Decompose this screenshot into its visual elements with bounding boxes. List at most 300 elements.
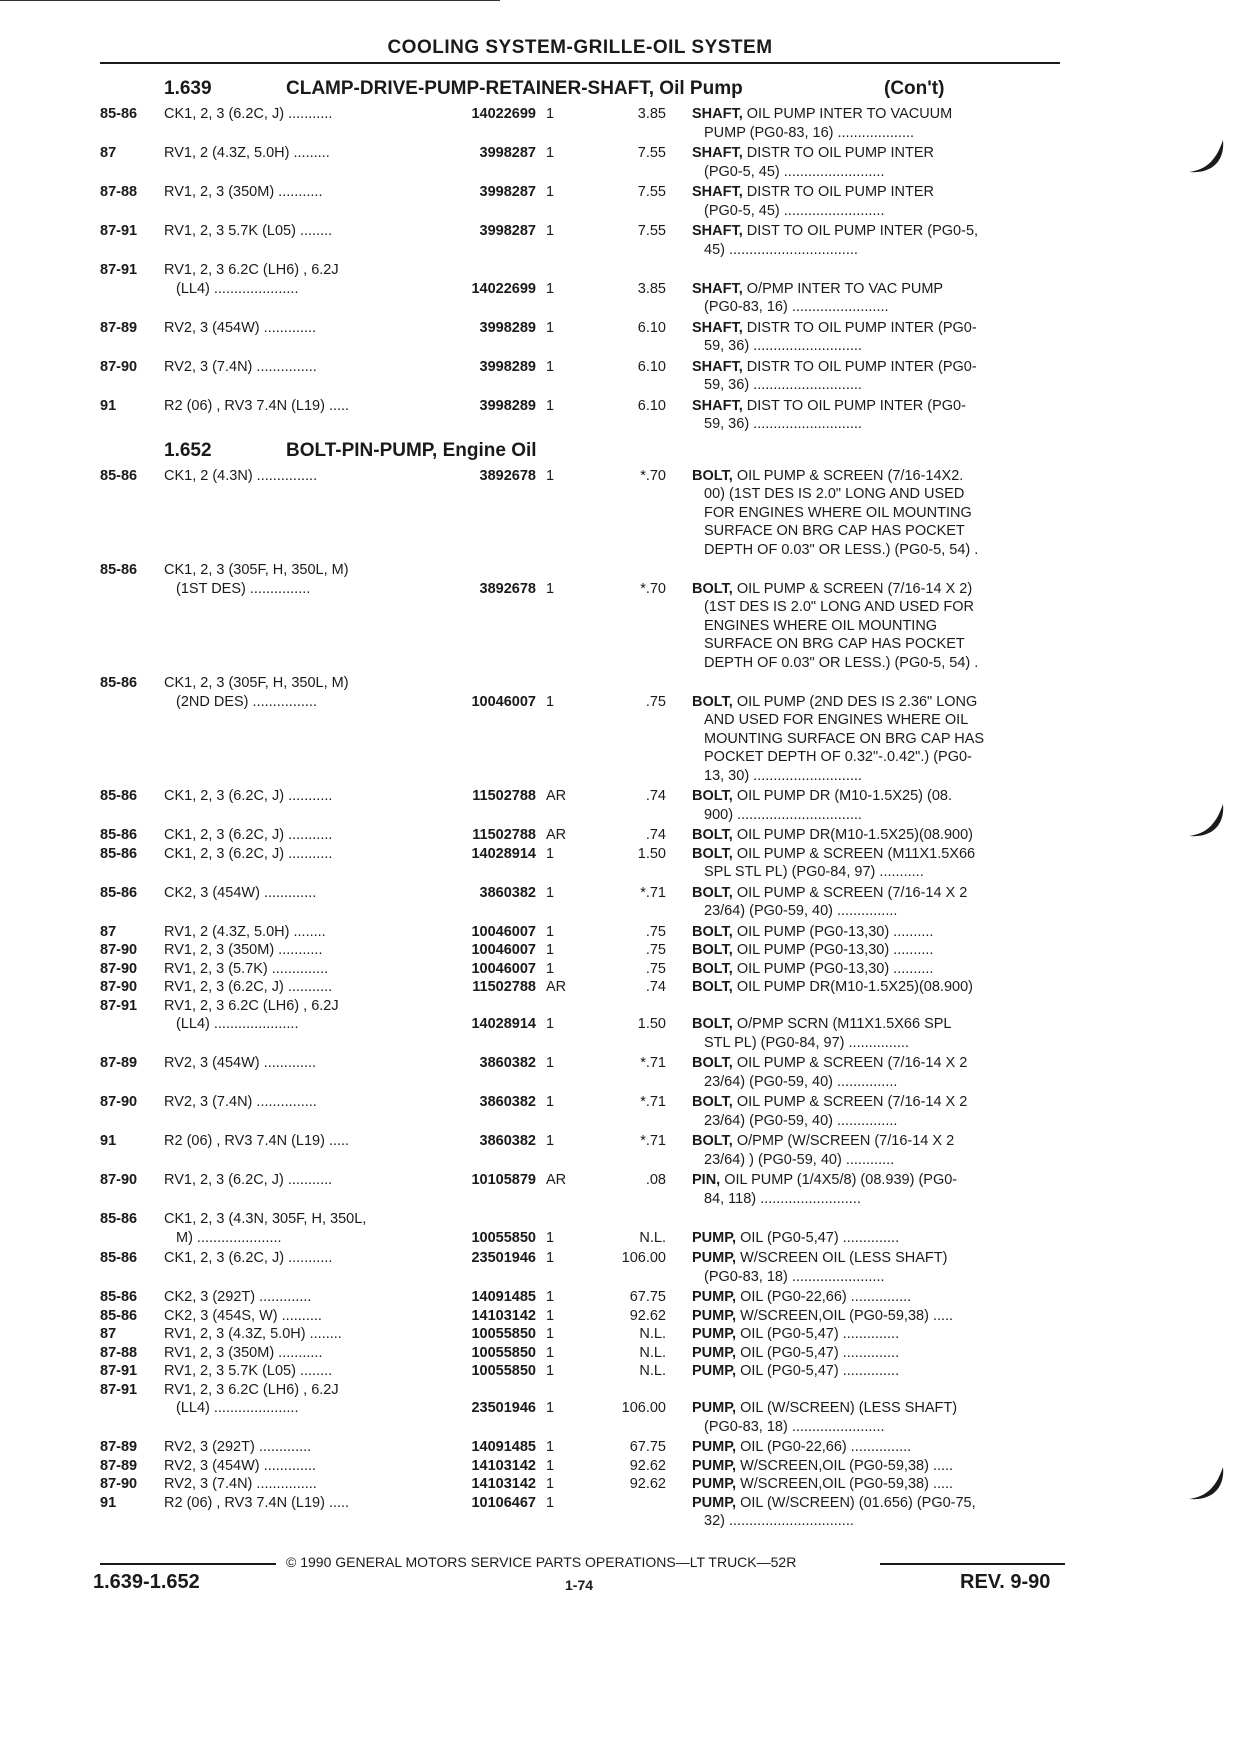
application-line: RV2, 3 (454W) ............. <box>164 1457 317 1474</box>
quantity: 1 <box>546 923 555 940</box>
binder-hole-mark-middle <box>1185 800 1229 844</box>
description <box>692 1457 1060 1476</box>
description-line: STL PL) (PG0-84, 97) ............... <box>704 1034 909 1051</box>
description-text: O/PMP (W/SCREEN (7/16-14 X 2 <box>736 1133 955 1149</box>
description-line <box>692 1171 1060 1190</box>
description-text: OIL PUMP & SCREEN (7/16-14 X 2 <box>736 1055 968 1071</box>
parts-row <box>100 222 1060 259</box>
application-line: RV2, 3 (454W) ............. <box>164 1055 317 1071</box>
part-number: 14028914 <box>471 1016 536 1032</box>
description-line: (1ST DES IS 2.0" LONG AND USED FOR <box>704 599 974 615</box>
description-line <box>692 1093 1060 1112</box>
description-line <box>692 1494 1060 1513</box>
part-number: 3998287 <box>479 184 536 200</box>
description <box>692 280 1060 317</box>
part-number: 14091485 <box>471 1289 536 1305</box>
price: 7.55 <box>637 184 666 200</box>
part-number: 3998287 <box>479 145 536 161</box>
price: 92.62 <box>629 1457 666 1474</box>
description <box>692 144 1060 181</box>
description-noun: SHAFT, <box>692 358 743 375</box>
model-year: 87-90 <box>100 1172 138 1188</box>
part-number: 14091485 <box>471 1439 536 1455</box>
part-number: 10106467 <box>471 1494 536 1511</box>
model-year: 85-86 <box>100 1211 138 1227</box>
description-text: OIL (PG0-5,47) .............. <box>740 1229 900 1246</box>
parts-row <box>100 397 1060 434</box>
application-line: RV1, 2, 3 6.2C (LH6) , 6.2J <box>164 262 339 278</box>
description-line <box>692 884 1060 903</box>
price: .75 <box>645 960 666 977</box>
description-line: 32) ............................... <box>704 1513 854 1529</box>
description-noun: BOLT, <box>692 827 733 843</box>
description <box>692 1362 1060 1381</box>
price: N.L. <box>639 1344 666 1361</box>
description-noun: SHAFT, <box>692 223 743 239</box>
quantity: 1 <box>546 1016 555 1032</box>
price: 7.55 <box>637 145 666 161</box>
description-noun: SHAFT, <box>692 145 743 161</box>
description-text: OIL PUMP (2ND DES IS 2.36" LONG <box>736 693 978 710</box>
description-line <box>692 1325 1060 1344</box>
application-line: RV1, 2 (4.3Z, 5.0H) ......... <box>164 145 330 161</box>
description-line <box>692 1438 1060 1457</box>
description-noun: PUMP, <box>692 1326 737 1342</box>
description-line <box>692 693 1060 712</box>
parts-row <box>100 826 1060 845</box>
description <box>692 1171 1060 1208</box>
part-number: 3998287 <box>479 223 536 239</box>
description-text: O/PMP SCRN (M11X1.5X66 SPL <box>736 1016 952 1032</box>
price: *.71 <box>640 1133 666 1149</box>
description-line <box>692 358 1060 377</box>
description-line <box>692 1288 1060 1307</box>
description-line <box>692 1362 1060 1381</box>
price: 106.00 <box>621 1250 666 1266</box>
application-line: RV1, 2, 3 (5.7K) .............. <box>164 960 329 977</box>
model-year: 85-86 <box>100 1289 138 1305</box>
quantity: 1 <box>546 1250 555 1266</box>
application-line: CK2, 3 (454S, W) .......... <box>164 1307 322 1324</box>
description-line: PUMP (PG0-83, 16) ................... <box>704 124 915 141</box>
description-text: OIL PUMP (1/4X5/8) (08.939) (PG0- <box>724 1172 958 1188</box>
description <box>692 787 1060 824</box>
application-line: RV1, 2, 3 (350M) ........... <box>164 1344 323 1361</box>
model-year: 87-90 <box>100 1094 138 1110</box>
description-line <box>692 144 1060 163</box>
description-line <box>692 826 1060 845</box>
description-line: (PG0-83, 16) ........................ <box>704 299 889 315</box>
quantity: 1 <box>546 319 555 336</box>
parts-row <box>100 960 1060 979</box>
quantity: 1 <box>546 960 555 977</box>
parts-row <box>100 941 1060 960</box>
price: 1.50 <box>637 845 666 862</box>
application-line: CK1, 2, 3 (6.2C, J) ........... <box>164 1250 333 1266</box>
model-year: 85-86 <box>100 467 138 484</box>
application-line: CK1, 2, 3 (305F, H, 350L, M) <box>164 562 349 578</box>
description <box>692 1015 1060 1052</box>
description-text: DISTR TO OIL PUMP INTER <box>746 184 934 200</box>
description-noun: SHAFT, <box>692 397 743 414</box>
model-year: 91 <box>100 1494 117 1511</box>
parts-row <box>100 319 1060 356</box>
application-line: RV1, 2, 3 (4.3Z, 5.0H) ........ <box>164 1326 342 1342</box>
description-text: OIL PUMP (PG0-13,30) .......... <box>736 960 934 977</box>
description-noun: PUMP, <box>692 1289 737 1305</box>
description-line: 23/64) (PG0-59, 40) ............... <box>704 1073 898 1090</box>
header-rule <box>100 62 1060 64</box>
application-line: (2ND DES) ................ <box>176 693 317 710</box>
parts-row <box>100 1494 1060 1531</box>
quantity: AR <box>546 788 567 804</box>
description-noun: PIN, <box>692 1172 721 1188</box>
footer-rule-right <box>880 1563 1065 1565</box>
page-top-edge <box>0 0 500 1</box>
description-noun: PUMP, <box>692 1344 737 1361</box>
model-year: 87-89 <box>100 1439 138 1455</box>
description-line: (PG0-83, 18) ....................... <box>704 1268 885 1285</box>
section-name: BOLT-PIN-PUMP, Engine Oil <box>286 439 537 461</box>
description-line <box>692 397 1060 416</box>
quantity: 1 <box>546 1363 555 1379</box>
part-number: 3860382 <box>479 1133 536 1149</box>
description <box>692 580 1060 673</box>
parts-row <box>100 1438 1060 1457</box>
description <box>692 1475 1060 1494</box>
description <box>692 319 1060 356</box>
model-year: 85-86 <box>100 675 138 691</box>
description-noun: BOLT, <box>692 580 733 597</box>
description-text: OIL PUMP (PG0-13,30) .......... <box>736 923 934 940</box>
description-line: 59, 36) ........................... <box>704 377 862 393</box>
parts-row <box>100 884 1060 921</box>
parts-row <box>100 1475 1060 1494</box>
description-noun: PUMP, <box>692 1229 737 1246</box>
description-noun: PUMP, <box>692 1457 737 1474</box>
description-noun: BOLT, <box>692 923 733 940</box>
quantity: 1 <box>546 145 555 161</box>
part-number: 3892678 <box>479 467 536 484</box>
application-line: CK2, 3 (454W) ............. <box>164 884 317 901</box>
price: N.L. <box>639 1326 666 1342</box>
quantity: 1 <box>546 1439 555 1455</box>
description-noun: SHAFT, <box>692 184 743 200</box>
description-text: OIL PUMP & SCREEN (7/16-14 X 2 <box>736 1094 968 1110</box>
description-line: 23/64) ) (PG0-59, 40) ............ <box>704 1151 895 1168</box>
price: 7.55 <box>637 223 666 239</box>
description-noun: PUMP, <box>692 1307 737 1324</box>
binder-hole-mark-top <box>1185 136 1229 180</box>
description-line <box>692 941 1060 960</box>
parts-row <box>100 1054 1060 1091</box>
description-line: ENGINES WHERE OIL MOUNTING <box>704 617 938 634</box>
quantity: 1 <box>546 1229 555 1246</box>
quantity: 1 <box>546 1133 555 1149</box>
part-number: 10046007 <box>471 942 536 958</box>
model-year: 87 <box>100 923 117 940</box>
binder-hole-mark-bottom <box>1185 1463 1229 1507</box>
description-line: SURFACE ON BRG CAP HAS POCKET <box>704 523 965 539</box>
parts-row <box>100 1132 1060 1169</box>
description-line <box>692 1132 1060 1151</box>
application-line: R2 (06) , RV3 7.4N (L19) ..... <box>164 397 350 414</box>
description-line <box>692 222 1060 241</box>
application-line: (LL4) ..................... <box>176 1400 299 1416</box>
model-year: 87-91 <box>100 1381 138 1398</box>
price: .75 <box>645 923 666 940</box>
description-noun: BOLT, <box>692 979 733 995</box>
part-number: 10055850 <box>471 1229 536 1246</box>
description-line: FOR ENGINES WHERE OIL MOUNTING <box>704 504 972 521</box>
model-year: 85-86 <box>100 845 138 862</box>
description-line: POCKET DEPTH OF 0.32"-.0.42".) (PG0- <box>704 749 972 765</box>
application-line: CK1, 2 (4.3N) ............... <box>164 467 318 484</box>
quantity: 1 <box>546 1476 555 1492</box>
description-noun: BOLT, <box>692 1133 733 1149</box>
description-text: DISTR TO OIL PUMP INTER (PG0- <box>746 358 977 375</box>
parts-row <box>100 1381 1060 1437</box>
description-noun: PUMP, <box>692 1439 737 1455</box>
description-text: DIST TO OIL PUMP INTER (PG0- <box>746 397 966 414</box>
price: 6.10 <box>637 319 666 336</box>
price: 106.00 <box>621 1400 666 1416</box>
application-line: RV1, 2, 3 (350M) ........... <box>164 184 323 200</box>
model-year: 87-90 <box>100 979 138 995</box>
quantity: 1 <box>546 280 555 297</box>
section-title <box>100 439 1060 467</box>
description-noun: BOLT, <box>692 467 733 484</box>
description-line <box>692 467 1060 486</box>
description-line <box>692 183 1060 202</box>
description-noun: BOLT, <box>692 960 733 977</box>
description-text: OIL PUMP & SCREEN (7/16-14 X 2 <box>736 884 968 901</box>
part-number: 3998289 <box>479 397 536 414</box>
description-line <box>692 580 1060 599</box>
application-line: RV2, 3 (454W) ............. <box>164 319 317 336</box>
application-line: CK1, 2, 3 (4.3N, 305F, H, 350L, <box>164 1211 367 1227</box>
description-line: 900) ............................... <box>704 806 862 823</box>
quantity: 1 <box>546 845 555 862</box>
description-text: W/SCREEN,OIL (PG0-59,38) ..... <box>740 1457 954 1474</box>
description-text: OIL (W/SCREEN) (01.656) (PG0-75, <box>740 1494 976 1511</box>
application-line: RV1, 2, 3 (6.2C, J) ........... <box>164 1172 333 1188</box>
part-number: 14028914 <box>471 845 536 862</box>
description-text: OIL (PG0-5,47) .............. <box>740 1344 900 1361</box>
description-text: O/PMP INTER TO VAC PUMP <box>746 280 944 297</box>
quantity: 1 <box>546 1457 555 1474</box>
description-noun: BOLT, <box>692 1016 733 1032</box>
application-line: RV1, 2, 3 5.7K (L05) ........ <box>164 223 333 239</box>
description-noun: SHAFT, <box>692 280 743 297</box>
part-number: 11502788 <box>472 827 536 843</box>
description-line <box>692 1307 1060 1326</box>
quantity: 1 <box>546 693 555 710</box>
description-line: SPL STL PL) (PG0-84, 97) ........... <box>704 864 924 880</box>
description-noun: BOLT, <box>692 942 733 958</box>
model-year: 85-86 <box>100 1307 138 1324</box>
quantity: 1 <box>546 106 555 122</box>
quantity: AR <box>546 979 567 995</box>
description-line <box>692 845 1060 864</box>
description <box>692 1307 1060 1326</box>
application-line: CK2, 3 (292T) ............. <box>164 1289 312 1305</box>
price: 92.62 <box>629 1307 666 1324</box>
part-number: 11502788 <box>472 788 536 804</box>
application-line: RV2, 3 (7.4N) ............... <box>164 1094 317 1110</box>
description-line: AND USED FOR ENGINES WHERE OIL <box>704 712 969 728</box>
part-number: 3998289 <box>479 358 536 375</box>
part-number: 14103142 <box>471 1457 536 1474</box>
quantity: 1 <box>546 223 555 239</box>
section-name: CLAMP-DRIVE-PUMP-RETAINER-SHAFT, Oil Pump <box>286 78 743 99</box>
footer-rule-left <box>100 1563 276 1565</box>
description <box>692 960 1060 979</box>
quantity: 1 <box>546 1055 555 1071</box>
description-text: OIL PUMP & SCREEN (7/16-14X2. <box>736 467 964 484</box>
application-line: RV1, 2, 3 5.7K (L05) ........ <box>164 1363 333 1379</box>
description <box>692 183 1060 220</box>
description <box>692 1054 1060 1091</box>
description-noun: PUMP, <box>692 1250 737 1266</box>
section-continued: (Con't) <box>884 78 945 99</box>
description-line <box>692 1475 1060 1494</box>
quantity: 1 <box>546 580 555 597</box>
description <box>692 978 1060 997</box>
parts-row <box>100 1210 1060 1247</box>
page-title: COOLING SYSTEM-GRILLE-OIL SYSTEM <box>387 37 773 58</box>
description-noun: PUMP, <box>692 1363 737 1379</box>
part-number: 23501946 <box>471 1250 536 1266</box>
parts-listing <box>100 77 1060 1533</box>
quantity: AR <box>546 827 567 843</box>
price: 6.10 <box>637 358 666 375</box>
application-line: CK1, 2, 3 (6.2C, J) ........... <box>164 788 333 804</box>
parts-row <box>100 1362 1060 1381</box>
price: N.L. <box>639 1363 666 1379</box>
description-text: DISTR TO OIL PUMP INTER (PG0- <box>746 319 977 336</box>
part-number: 3860382 <box>479 1055 536 1071</box>
description-text: OIL (PG0-5,47) .............. <box>740 1363 900 1379</box>
model-year: 85-86 <box>100 1250 138 1266</box>
description <box>692 1325 1060 1344</box>
application-line: M) ..................... <box>176 1229 282 1246</box>
price: 6.10 <box>637 397 666 414</box>
quantity: 1 <box>546 1326 555 1342</box>
parts-row <box>100 1288 1060 1307</box>
section-number: 1.639 <box>164 78 212 99</box>
description-line: 23/64) (PG0-59, 40) ............... <box>704 1112 898 1129</box>
description <box>692 845 1060 882</box>
footer-revision: REV. 9-90 <box>960 1571 1051 1593</box>
price: 1.50 <box>637 1016 666 1032</box>
description-line: DEPTH OF 0.03" OR LESS.) (PG0-5, 54) . <box>704 654 979 671</box>
description-line <box>692 978 1060 997</box>
description-line: (PG0-5, 45) ......................... <box>704 202 885 219</box>
application-line: CK1, 2, 3 (305F, H, 350L, M) <box>164 675 349 691</box>
parts-row <box>100 978 1060 997</box>
description-line: DEPTH OF 0.03" OR LESS.) (PG0-5, 54) . <box>704 541 979 558</box>
description <box>692 1494 1060 1531</box>
parts-row <box>100 561 1060 672</box>
description <box>692 1249 1060 1286</box>
quantity: 1 <box>546 1494 555 1511</box>
quantity: 1 <box>546 1400 555 1416</box>
price: .74 <box>645 827 666 843</box>
model-year: 87-89 <box>100 1055 138 1071</box>
description-noun: BOLT, <box>692 788 733 804</box>
model-year: 87 <box>100 145 117 161</box>
quantity: 1 <box>546 358 555 375</box>
part-number: 10046007 <box>471 923 536 940</box>
description-noun: PUMP, <box>692 1476 737 1492</box>
description-text: DIST TO OIL PUMP INTER (PG0-5, <box>746 223 979 239</box>
description-line: (PG0-5, 45) ......................... <box>704 163 885 180</box>
application-line: RV2, 3 (292T) ............. <box>164 1439 312 1455</box>
price: .75 <box>645 693 666 710</box>
description-line <box>692 1249 1060 1268</box>
price: .74 <box>645 979 666 995</box>
description-line <box>692 280 1060 299</box>
price: .08 <box>645 1172 666 1188</box>
model-year: 85-86 <box>100 827 138 843</box>
section-number: 1.652 <box>164 439 212 461</box>
parts-row <box>100 1093 1060 1130</box>
description-line: 23/64) (PG0-59, 40) ............... <box>704 903 898 919</box>
quantity: 1 <box>546 1307 555 1324</box>
footer-copyright: © 1990 GENERAL MOTORS SERVICE PARTS OPERATIONS—LT TRUCK—52R <box>286 1554 797 1570</box>
description <box>692 222 1060 259</box>
description <box>692 1399 1060 1436</box>
price: *.71 <box>640 884 666 901</box>
description-noun: BOLT, <box>692 693 733 710</box>
description-text: OIL PUMP DR(M10-1.5X25)(08.900) <box>736 979 973 995</box>
parts-row <box>100 845 1060 882</box>
description <box>692 467 1060 560</box>
parts-row <box>100 1307 1060 1326</box>
description-noun: BOLT, <box>692 884 733 901</box>
description-line: 59, 36) ........................... <box>704 338 862 354</box>
part-number: 3860382 <box>479 884 536 901</box>
application-line: (LL4) ..................... <box>176 1016 299 1032</box>
price: .75 <box>645 942 666 958</box>
part-number: 10105879 <box>471 1172 536 1188</box>
price: 3.85 <box>637 280 666 297</box>
model-year: 91 <box>100 397 117 414</box>
model-year: 87-88 <box>100 1344 138 1361</box>
description-line <box>692 1344 1060 1363</box>
application-line: R2 (06) , RV3 7.4N (L19) ..... <box>164 1494 350 1511</box>
footer-page-number: 1-74 <box>565 1577 594 1593</box>
part-number: 11502788 <box>472 979 536 995</box>
parts-row <box>100 183 1060 220</box>
model-year: 87-90 <box>100 960 138 977</box>
quantity: 1 <box>546 1289 555 1305</box>
description <box>692 1438 1060 1457</box>
quantity: 1 <box>546 467 555 484</box>
description-line: MOUNTING SURFACE ON BRG CAP HAS <box>704 730 985 747</box>
description-line <box>692 1229 1060 1248</box>
parts-row <box>100 787 1060 824</box>
model-year: 87 <box>100 1326 117 1342</box>
description-noun: PUMP, <box>692 1400 737 1416</box>
application-line: (LL4) ..................... <box>176 280 299 297</box>
application-line: RV1, 2, 3 6.2C (LH6) , 6.2J <box>164 997 339 1014</box>
description <box>692 358 1060 395</box>
description <box>692 1132 1060 1169</box>
parts-row <box>100 144 1060 181</box>
description <box>692 1229 1060 1248</box>
